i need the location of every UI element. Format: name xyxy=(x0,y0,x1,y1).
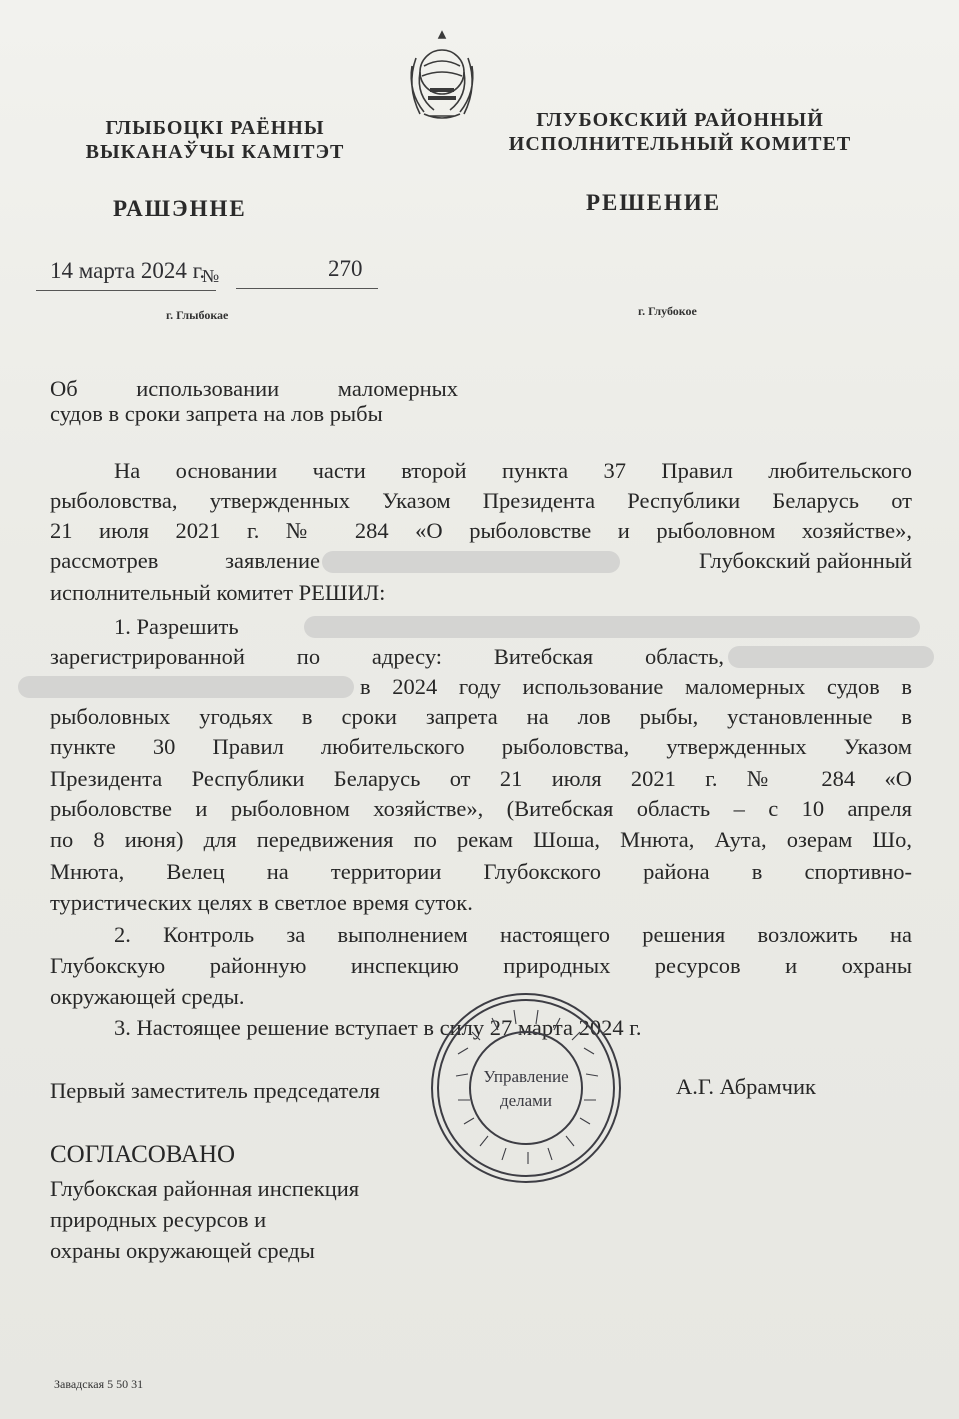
body-line-10: пункте 30 Правил любительского рыболовства, утвержденных Указом xyxy=(50,734,912,759)
body-line-18: окружающей среды. xyxy=(50,984,245,1009)
body-line-9: рыболовных угодьях в сроки запрета на лов рыбы, установленные в xyxy=(50,704,912,729)
redaction-person xyxy=(304,616,920,638)
stamp-center-line-1: Управление xyxy=(483,1067,569,1086)
body-line-15: туристических целях в светлое время суток. xyxy=(50,890,473,915)
body-line-6: 1. Разрешить xyxy=(114,614,239,639)
header-by-line1: ГЛЫБОЦКІ РАЁННЫ xyxy=(105,117,325,139)
header-russian xyxy=(485,108,875,156)
header-ru-line1: ГЛУБОКСКИЙ РАЙОННЫЙ xyxy=(536,109,824,131)
number-sign: № xyxy=(202,266,220,286)
official-round-stamp xyxy=(428,990,624,1186)
body-line-14: Мнюта, Велец на территории Глубокского района в спортивно- xyxy=(50,859,912,884)
approval-line-1: Глубокская районная инспекция xyxy=(50,1176,360,1201)
decision-number: 270 xyxy=(328,256,363,281)
body-line-2: рыболовства, утвержденных Указом Президента Республики Беларусь от xyxy=(50,488,912,513)
subject-line-2: судов в сроки запрета на лов рыбы xyxy=(50,401,383,426)
approval-line-3: охраны окружающей среды xyxy=(50,1238,315,1263)
body-line-16: 2. Контроль за выполнением настоящего решения возложить на xyxy=(114,922,912,947)
body-line-4b: Глубокский районный xyxy=(699,548,912,573)
city-belarusian: г. Глыбокае xyxy=(166,308,229,322)
body-line-19: 3. Настоящее решение вступает в силу 27 марта 2024 г. xyxy=(114,1015,642,1040)
body-line-11: Президента Республики Беларусь от 21 июля 2021 г. № 284 «О xyxy=(50,766,912,791)
subject-line-1: Об использовании маломерных xyxy=(50,376,458,401)
body-line-4a: рассмотрев заявление xyxy=(50,548,320,573)
header-by-line2: ВЫКАНАЎЧЫ КАМІТЭТ xyxy=(85,141,345,163)
redaction-address-1 xyxy=(728,646,934,668)
date-underline xyxy=(36,290,216,291)
stamp-center-line-2: делами xyxy=(499,1091,553,1110)
body-line-8: в 2024 году использование маломерных судов в xyxy=(360,674,912,699)
coat-of-arms-emblem xyxy=(394,26,490,126)
city-russian: г. Глубокое xyxy=(638,304,697,318)
approval-line-2: природных ресурсов и xyxy=(50,1207,267,1232)
body-line-5: исполнительный комитет РЕШИЛ: xyxy=(50,580,386,605)
body-line-17: Глубокскую районную инспекцию природных ресурсов и охраны xyxy=(50,953,912,978)
header-ru-line2: ИСПОЛНИТЕЛЬНЫЙ КОМИТЕТ xyxy=(508,133,852,155)
title-russian: РЕШЕНИЕ xyxy=(586,190,722,215)
signatory-name: А.Г. Абрамчик xyxy=(676,1074,816,1099)
number-underline xyxy=(236,288,378,289)
body-line-7: зарегистрированной по адресу: Витебская область, xyxy=(50,644,724,669)
executor-contact: Завадская 5 50 31 xyxy=(54,1377,144,1391)
redaction-applicant xyxy=(322,551,620,573)
title-belarusian: РАШЭННЕ xyxy=(113,196,247,221)
body-line-3: 21 июля 2021 г. № 284 «О рыболовстве и рыболовном хозяйстве», xyxy=(50,518,912,543)
body-line-1: На основании части второй пункта 37 Правил любительского xyxy=(114,458,912,483)
body-line-13: по 8 июня) для передвижения по рекам Шоша, Мнюта, Аута, озерам Шо, xyxy=(50,827,912,852)
redaction-address-2 xyxy=(18,676,354,698)
signatory-position: Первый заместитель председателя xyxy=(50,1078,380,1103)
decision-date: 14 марта 2024 г. xyxy=(50,258,206,283)
approval-title: СОГЛАСОВАНО xyxy=(50,1141,236,1168)
header-belarusian xyxy=(55,116,375,164)
body-line-12: рыболовстве и рыболовном хозяйстве», (Витебская область – с 10 апреля xyxy=(50,796,912,821)
